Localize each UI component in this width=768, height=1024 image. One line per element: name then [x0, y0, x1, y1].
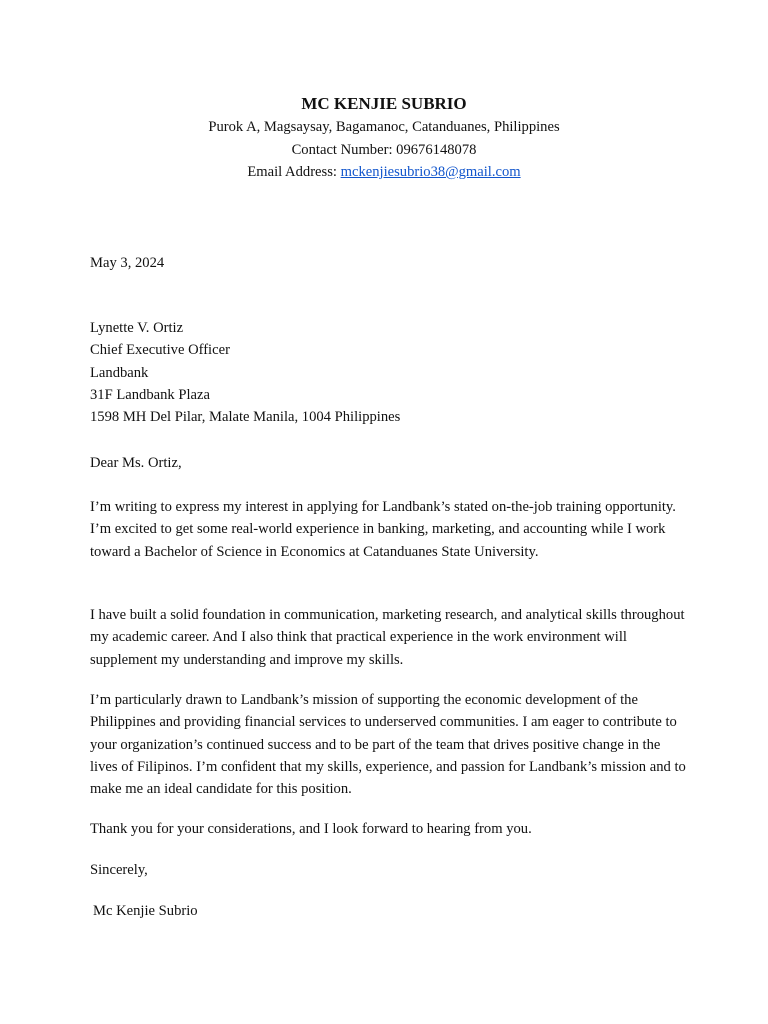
paragraph-text: I have built a solid foundation in communication, marketing research, and analytical skills throughout my academic career. And I also think that practical experience in the work environment will supplement my understanding and improve my skills.: [90, 607, 685, 668]
signature-name: Mc Kenjie Subrio: [93, 903, 198, 919]
sender-contact: [0, 139, 768, 162]
paragraph-text: Thank you for your considerations, and I look forward to hearing from you.: [90, 821, 532, 837]
salutation: [90, 452, 690, 474]
contact-number: 09676148078: [396, 141, 477, 158]
paragraph-text: I’m particularly drawn to Landbank’s mission of supporting the economic development of the Philippines and providing financial services to underserved communities. I am eager to contribute to your organization’s continued success and to be part of the team that drives positive change in the lives of Filipinos. I’m confident that my skills, experience, and passion for Landbank’s mission and to make me an ideal candidate for this position.: [90, 692, 686, 798]
signature: [93, 900, 693, 922]
email-link[interactable]: mckenjiesubrio38@gmail.com: [340, 164, 521, 180]
body-paragraph-2: [90, 604, 690, 671]
closing-text: Sincerely,: [90, 862, 148, 878]
recipient-address-line1: 31F Landbank Plaza: [90, 386, 210, 403]
sender-name: MC KENJIE SUBRIO: [301, 94, 467, 113]
body-paragraph-4: [90, 818, 690, 840]
recipient-company: Landbank: [90, 364, 149, 381]
contact-label: Contact Number:: [291, 141, 393, 158]
letter-date: [90, 252, 690, 274]
recipient-block: [90, 317, 690, 428]
paragraph-text: I’m writing to express my interest in applying for Landbank’s stated on-the-job training opportunity. I’m excited to get some real-world experience in banking, marketing, and accounting while I work toward a Bachelor of Science in Economics at Catanduanes State University.: [90, 499, 676, 560]
letter-header: [0, 92, 768, 184]
date-text: May 3, 2024: [90, 255, 165, 271]
email-label: Email Address:: [247, 164, 337, 180]
recipient-name: Lynette V. Ortiz: [90, 320, 184, 336]
salutation-text: Dear Ms. Ortiz,: [90, 455, 182, 471]
body-paragraph-1: [90, 496, 690, 563]
body-paragraph-3: [90, 689, 690, 800]
recipient-title: Chief Executive Officer: [90, 342, 230, 359]
recipient-address-line2: 1598 MH Del Pilar, Malate Manila, 1004 Philippines: [90, 409, 401, 426]
sender-email: [0, 161, 768, 184]
sender-address: Purok A, Magsaysay, Bagamanoc, Catanduanes, Philippines: [208, 119, 560, 135]
closing: [90, 859, 690, 881]
